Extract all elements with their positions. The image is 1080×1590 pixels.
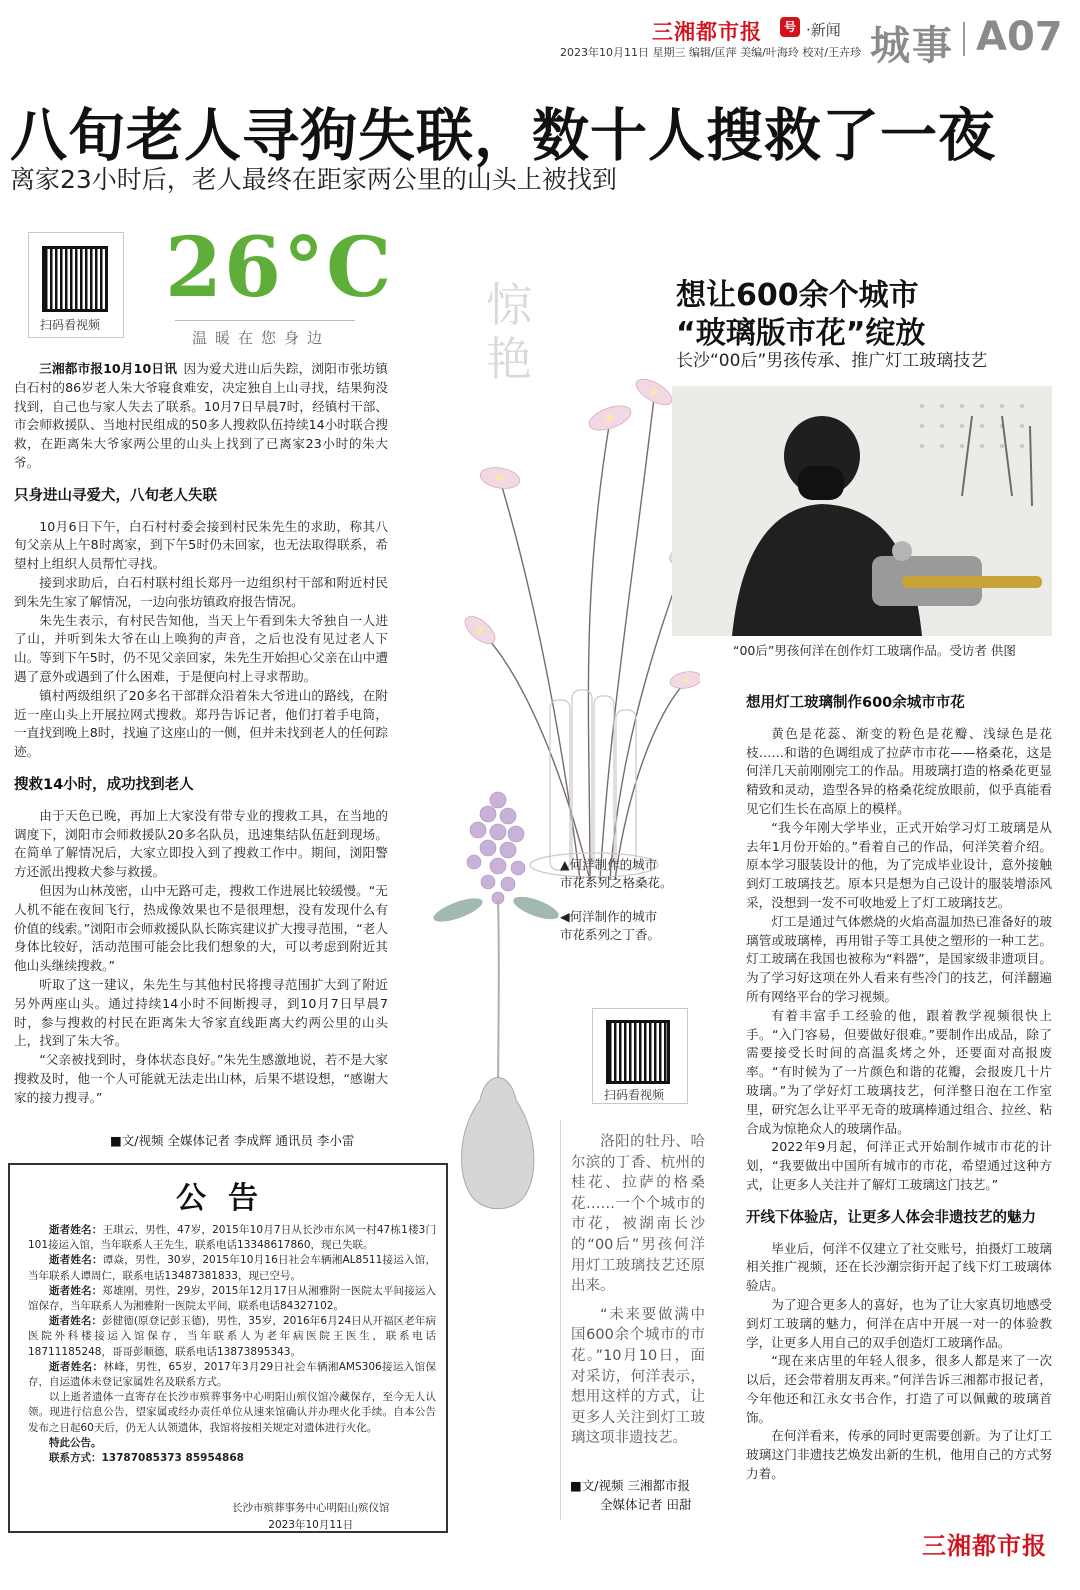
app-name: ·新闻: [806, 21, 841, 39]
newspaper-logo: 三湘都市报: [652, 20, 762, 44]
feature-body: [746, 694, 1052, 1484]
feature-summary: [571, 1132, 705, 1449]
notice-signature: [232, 1500, 390, 1534]
notice-title: 公告: [176, 1181, 280, 1216]
section-subtitle: 只身进山寻爱犬，八旬老人失联: [14, 487, 217, 504]
footer-logo: 三湘都市报: [922, 1532, 1047, 1560]
notice-entry: 逝者姓名：林峰，男性，65岁，2017年3月29日社会车辆湘AMS306接运入馆保存，自运遗体未登记家属姓名及联系方式。: [28, 1360, 437, 1389]
paragraph: “我今年刚大学毕业，正式开始学习灯工玻璃是从去年1月份开始的。”看着自己的作品，何洋笑着介绍。原本学习服装设计的他，为了完成毕业设计，意外接触到灯工玻璃技艺。原本只是想为自己设计的服装增添风采，没想到一发不可收地爱上了灯工玻璃技艺。: [746, 819, 1052, 910]
paragraph: “父亲被找到时，身体状态良好。”朱先生感激地说，若不是大家搜救及时，他一个人可能就无法走出山林，后果不堪设想，“感谢大家的接力搜寻。”: [14, 1052, 388, 1105]
section-divider: [963, 22, 965, 56]
divider: [175, 320, 355, 321]
public-notice: [8, 1163, 448, 1533]
temperature-art: 26°C: [165, 220, 394, 316]
edition-info: 2023年10月11日 星期三 编辑/匡萍 美编/叶海玲 校对/王卉珍: [560, 46, 862, 59]
feature-subtitle: 长沙“00后”男孩传承、推广灯工玻璃技艺: [676, 351, 988, 371]
page-subheadline: 离家23小时后，老人最终在距家两公里的山头上被找到: [10, 165, 617, 194]
page-headline: 八旬老人寻狗失联，数十人搜救了一夜: [10, 103, 996, 169]
section-subtitle: 开线下体验店，让更多人体会非遗技艺的魅力: [746, 1209, 1036, 1226]
lead-paragraph: [14, 360, 388, 473]
paragraph: 毕业后，何洋不仅建立了社交账号，拍摄灯工玻璃相关推广视频，还在长沙潮宗街开起了线下灯工玻璃体验店。: [746, 1240, 1052, 1294]
image-caption: ▲何洋制作的城市 市花系列之格桑花。: [560, 857, 673, 890]
feature-photo: [672, 386, 1052, 636]
notice-contact: 联系方式：13787085373 85954868: [49, 1452, 244, 1465]
paragraph: 灯工是通过气体燃烧的火焰高温加热已准备好的玻璃管或玻璃棒，再用钳子等工具使之塑形的一种工艺。灯工玻璃在我国也被称为“料器”，是国家级非遗项目。为了学习好这项在外人看来有些冷门的技艺，何洋翻遍所有网络平台的学习视频。: [746, 913, 1052, 1004]
paragraph: “未来要做满中国600余个城市的市花。”10月10日，面对采访，何洋表示，想用这样的方式，让更多人关注到灯工玻璃这项非遗技艺。: [571, 1306, 705, 1447]
temperature-slogan: 温暖在您身边: [192, 329, 331, 347]
byline: ■文/视频 全媒体记者 李成辉 通讯员 李小雷: [110, 1133, 355, 1148]
image-caption: ◀何洋制作的城市 市花系列之丁香。: [560, 909, 661, 942]
notice-body: [28, 1223, 436, 1466]
notice-entry: 逝者姓名：王琪云，男性，47岁，2015年10月7日从长沙市东风一村47栋1楼3门101接运入馆，当年联系人王先生，联系电话13348617860，现已失联。: [28, 1224, 436, 1252]
paragraph: 洛阳的牡丹、哈尔滨的丁香、杭州的桂花、拉萨的格桑花……一个个城市的市花，被湖南长沙的“00后”男孩何洋用灯工玻璃技艺还原出来。: [571, 1134, 705, 1295]
qr-label: 扫码看视频: [40, 318, 101, 332]
photo-caption: “00后”男孩何洋在创作灯工玻璃作品。受访者 供图: [733, 643, 1016, 658]
section-subtitle: 想用灯工玻璃制作600余城市市花: [746, 695, 965, 711]
decorative-vertical-word: 惊艳: [486, 278, 532, 386]
byline: ■文/视频 三湘都市报 全媒体记者 田甜: [570, 1478, 692, 1512]
column-divider: [560, 1120, 561, 1520]
dateline: 三湘都市报10月10日讯: [39, 361, 177, 376]
paragraph: 朱先生表示，有村民告知他，当天上午看到朱大爷独自一人进了山，并听到朱大爷在山上唤狗的声音，之后也没有见过老人下山。等到下午5时，仍不见父亲回家，朱先生开始担心父亲在山中遭遇了意外或遇到了什么困难，于是便向村上寻求帮助。: [14, 612, 388, 684]
paragraph: 有着丰富手工经验的他，跟着教学视频很快上手。“入门容易，但要做好很难。”要制作出成品，除了需要接受长时间的高温炙烤之外，还要面对高报废率。“有时候为了一片颜色和谐的花瓣，会报废几十片玻璃。”为了学好灯工玻璃技艺，何洋整日泡在工作室里，研究怎么让平平无奇的玻璃棒通过组合、拉丝、粘合成为惊艳众人的玻璃作品。: [746, 1007, 1052, 1136]
paragraph: 为了迎合更多人的喜好，也为了让大家真切地感受到灯工玻璃的魅力，何洋在店中开展一对一的体验教学，让更多人用自己的双手创造灯工玻璃作品。: [746, 1296, 1052, 1350]
paragraph: “现在来店里的年轻人很多，很多人都是来了一次以后，还会带着朋友再来。”何洋告诉三湘都市报记者，今年他还和江永女书合作，打造了可以佩戴的玻璃首饰。: [746, 1353, 1052, 1425]
notice-date: 2023年10月11日: [268, 1519, 354, 1531]
section-subtitle: 搜救14小时，成功找到老人: [14, 776, 194, 793]
paragraph: 2022年9月起，何洋正式开始制作城市市花的计划，“我要做出中国所有城市的市花，希望通过这种方式，让更多人关注并了解灯工玻璃这门技艺。”: [746, 1139, 1052, 1192]
notice-signer: 长沙市殡葬事务中心明阳山殡仪馆: [232, 1502, 390, 1514]
feature-title: 想让600余个城市: [676, 278, 919, 313]
app-icon: 号: [780, 17, 800, 37]
lead-text: 因为爱犬进山后失踪，浏阳市张坊镇白石村的86岁老人朱大爷寝食难安，决定独自上山寻找，结果狗没找到，自己也与家人失去了联系。10月7日早晨7时，经镇村干部、市会师救援队、当地村民组成的50多人搜救队伍持续14小时联合搜救，在距离朱大爷家两公里的山头上找到了已离家23小时的朱大爷。: [14, 361, 388, 470]
section-name: 城事: [870, 23, 954, 69]
paragraph: 由于天色已晚，再加上大家没有带专业的搜救工具，在当地的调度下，浏阳市会师救援队20多名队员，迅速集结队伍赶到现场。在简单了解情况后，大家立即投入到了搜救工作中。期间，浏阳警方还派出搜救犬参与救援。: [14, 807, 388, 880]
page-number: A07: [976, 14, 1063, 60]
notice-closing: 以上逝者遗体一直寄存在长沙市殡葬事务中心明阳山殡仪馆冷藏保存，至今无人认领。现进行信息公告，望家属或经办责任单位从速来馆确认并办理火化手续。自本公告发布之日起60天后，仍无人认领遗体，我馆将按相关规定对遗体进行火化。: [28, 1391, 436, 1434]
qr-code-icon[interactable]: [42, 246, 108, 312]
lead-story-body: [14, 360, 388, 1107]
paragraph: 在何洋看来，传承的同时更需要创新。为了让灯工玻璃这门非遗技艺焕发出新的生机，他用自己的方式努力着。: [746, 1428, 1052, 1482]
notice-entry: 逝者姓名：彭健德(原登记彭玉德)，男性，35岁，2016年6月24日从开福区老年病医院外科楼接运入馆保存，当年联系人为老年病医院王医生，联系电话18711185248，哥哥彭顺德，联系电话13873895343。: [28, 1315, 436, 1358]
notice-special: 特此公告。: [49, 1436, 102, 1449]
feature-title: “玻璃版市花”绽放: [676, 316, 926, 351]
notice-entry: 逝者姓名：谭焱，男性，30岁，2015年10月16日社会车辆湘AL8511接运入馆，当年联系人谭周仁，联系电话13487381833，现已空号。: [28, 1254, 437, 1282]
qr-label: 扫码看视频: [604, 1088, 665, 1102]
notice-entry: 逝者姓名：郑雄刚，男性，29岁，2015年12月17日从湘雅附一医院太平间接运入馆保存，当年联系人为湘雅附一医院太平间，联系电话84327102。: [28, 1284, 437, 1313]
qr-code-icon[interactable]: [606, 1020, 670, 1084]
paragraph: 但因为山林茂密，山中无路可走，搜救工作进展比较缓慢。“无人机不能在夜间飞行，热成像效果也不是很理想，没有发现什么有价值的线索。”浏阳市会师救援队队长陈宾建议扩大搜寻范围，“老人身体比较好，活动范围可能会比我们想象的大，可以考虑到附近其他山头继续搜救。”: [14, 882, 388, 974]
paragraph: 听取了这一建议，朱先生与其他村民将搜寻范围扩大到了附近另外两座山头。通过持续14小时不间断搜寻，到10月7日早晨7时，参与搜救的村民在距离朱大爷家直线距离大约两公里的山头上，找到了朱大爷。: [14, 976, 388, 1049]
paragraph: 10月6日下午，白石村村委会接到村民朱先生的求助，称其八旬父亲从上午8时离家，到下午5时仍未回家，也无法取得联系，希望村上组织人员帮忙寻找。: [14, 518, 388, 572]
paragraph: 镇村两级组织了20多名干部群众沿着朱大爷进山的路线，在附近一座山头上开展拉网式搜救。郑丹告诉记者，他们打着手电筒，一直找到晚上8时，找遍了这座山的一侧，但并未找到老人的任何踪迹。: [14, 687, 388, 760]
paragraph: 接到求助后，白石村联村组长郑丹一边组织村干部和附近村民到朱先生家了解情况，一边向张坊镇政府报告情况。: [14, 574, 388, 609]
paragraph: 黄色是花蕊、渐变的粉色是花瓣、浅绿色是花枝……和谐的色调组成了拉萨市市花——格桑花，这是何洋几天前刚刚完工的作品。用玻璃打造的格桑花更显精致和灵动，造型各异的格桑花绽放眼前，似乎真能看见它们生长在高原上的模样。: [746, 725, 1052, 816]
